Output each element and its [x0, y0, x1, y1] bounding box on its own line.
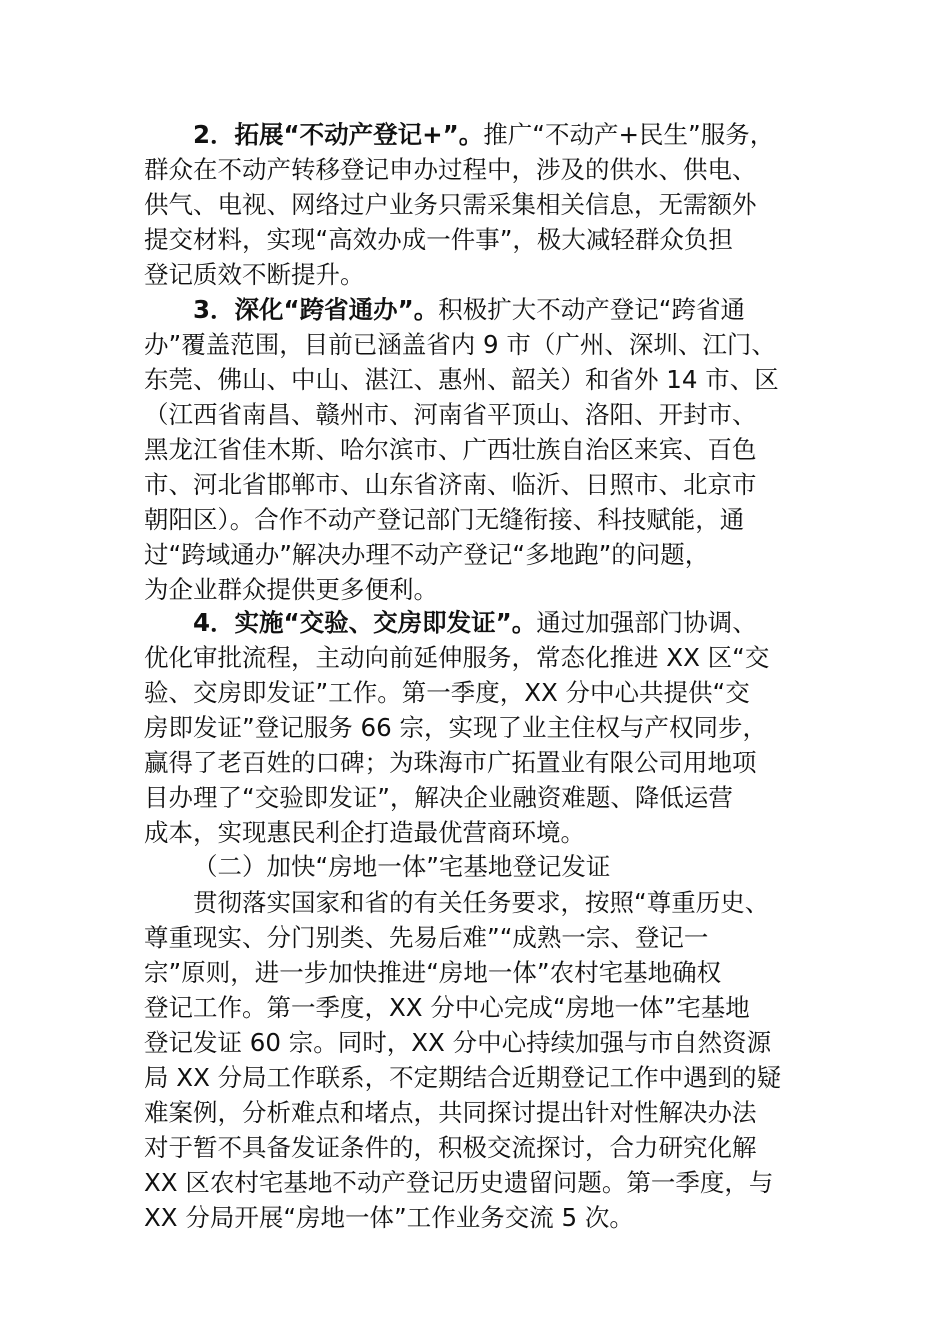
paragraph-2-line-6: 市、河北省邯郸市、山东省济南、临沂、日照市、北京市 [144, 470, 757, 499]
paragraph-1-line-3: 供气、电视、网络过户业务只需采集相关信息，无需额外 [144, 190, 757, 219]
paragraph-5-line-2: 尊重现实、分门别类、先易后难”“成熟一宗、登记一 [144, 923, 709, 952]
paragraph-5-line-6: 局 XX 分局工作联系，不定期结合近期登记工作中遇到的疑 [144, 1063, 782, 1092]
paragraph-5-line-3: 宗”原则，进一步加快推进“房地一体”农村宅基地确权 [144, 958, 722, 987]
paragraph-1-heading: 2．拓展“不动产登记+”。 [193, 120, 484, 149]
paragraph-5-line-5: 登记发证 60 宗。同时，XX 分中心持续加强与市自然资源 [144, 1028, 772, 1057]
paragraph-3-line-3: 验、交房即发证”工作。第一季度，XX 分中心共提供“交 [144, 678, 750, 707]
paragraph-5-line-7: 难案例，分析难点和堵点，共同探讨提出针对性解决办法 [144, 1098, 757, 1127]
paragraph-1-line-4: 提交材料，实现“高效办成一件事”，极大减轻群众负担 [144, 225, 733, 254]
paragraph-2-line-2: 办”覆盖范围，目前已涵盖省内 9 市（广州、深圳、江门、 [144, 330, 776, 359]
paragraph-3-line-7: 成本，实现惠民利企打造最优营商环境。 [144, 818, 585, 847]
paragraph-2-heading: 3．深化“跨省通办”。 [193, 295, 439, 324]
paragraph-1-text: 推广“不动产+民生”服务， [483, 120, 775, 149]
paragraph-5-line-10: XX 分局开展“房地一体”工作业务交流 5 次。 [144, 1203, 634, 1232]
paragraph-2-line-1 [193, 292, 745, 328]
paragraph-5-line-8: 对于暂不具备发证条件的，积极交流探讨，合力研究化解 [144, 1133, 757, 1162]
paragraph-5-line-9: XX 区农村宅基地不动产登记历史遗留问题。第一季度，与 [144, 1168, 774, 1197]
paragraph-5-line-4: 登记工作。第一季度，XX 分中心完成“房地一体”宅基地 [144, 993, 750, 1022]
paragraph-2-text: 积极扩大不动产登记“跨省通 [438, 295, 745, 324]
paragraph-2-line-3: 东莞、佛山、中山、湛江、惠州、韶关）和省外 14 市、区 [144, 365, 779, 394]
paragraph-2-line-7: 朝阳区）。合作不动产登记部门无缝衔接、科技赋能，通 [144, 505, 745, 534]
paragraph-3-line-1 [193, 605, 757, 641]
paragraph-5-line-1: 贯彻落实国家和省的有关任务要求，按照“尊重历史、 [193, 888, 770, 917]
paragraph-3-line-2: 优化审批流程，主动向前延伸服务，常态化推进 XX 区“交 [144, 643, 770, 672]
paragraph-2-line-9: 为企业群众提供更多便利。 [144, 575, 438, 604]
paragraph-3-heading: 4．实施“交验、交房即发证”。 [193, 608, 537, 637]
paragraph-2-line-4: （江西省南昌、赣州市、河南省平顶山、洛阳、开封市、 [144, 400, 757, 429]
paragraph-2-line-5: 黑龙江省佳木斯、哈尔滨市、广西壮族自治区来宾、百色 [144, 435, 757, 464]
paragraph-1-line-1 [193, 117, 774, 153]
paragraph-1-line-2: 群众在不动产转移登记申办过程中，涉及的供水、供电、 [144, 155, 757, 184]
paragraph-3-line-5: 赢得了老百姓的口碑；为珠海市广拓置业有限公司用地项 [144, 748, 757, 777]
paragraph-1-line-5: 登记质效不断提升。 [144, 260, 365, 289]
paragraph-3-line-6: 目办理了“交验即发证”，解决企业融资难题、降低运营 [144, 783, 733, 812]
paragraph-2-line-8: 过“跨域通办”解决办理不动产登记“多地跑”的问题， [144, 540, 710, 569]
paragraph-3-line-4: 房即发证”登记服务 66 宗，实现了业主住权与产权同步， [144, 713, 767, 742]
section-heading: （二）加快“房地一体”宅基地登记发证 [193, 852, 611, 881]
paragraph-3-text: 通过加强部门协调、 [536, 608, 757, 637]
